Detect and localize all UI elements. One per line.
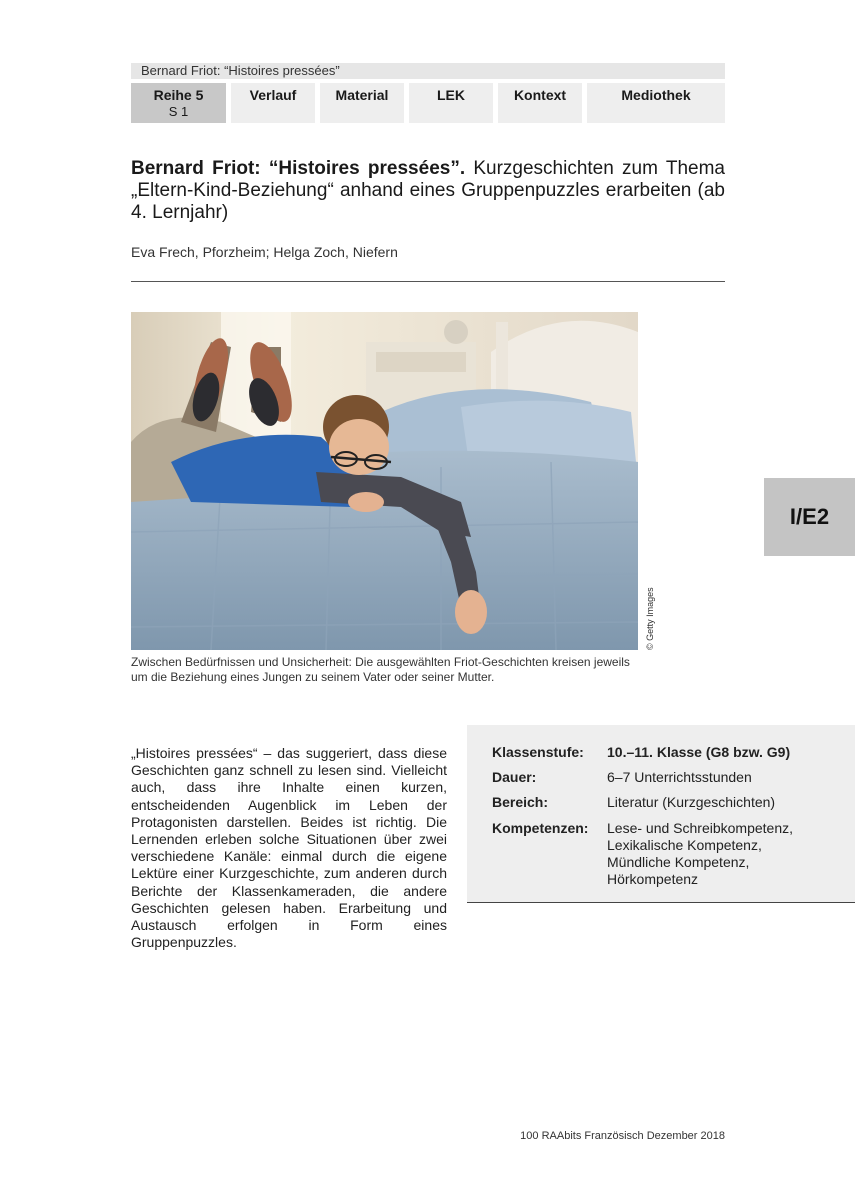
- article-title-rest: Kurzgeschichten zum Thema „Eltern-Kind-Beziehung“ anhand eines Gruppenpuzzles erarbeiten (ab 4. Lernjahr): [131, 158, 725, 223]
- running-title: Bernard Friot: “Histoires pressées”: [141, 63, 340, 78]
- tab-verlauf[interactable]: [231, 83, 315, 123]
- divider: [131, 281, 725, 282]
- section-marker: [764, 478, 855, 556]
- kompetenz-item: Hörkompetenz: [607, 871, 699, 887]
- tab-reihe[interactable]: [131, 83, 226, 123]
- tab-material[interactable]: [320, 83, 404, 123]
- kompetenzen-value: [607, 820, 847, 888]
- tab-kontext-label: Kontext: [513, 87, 567, 103]
- info-box: [467, 725, 855, 903]
- dauer-label: Dauer:: [492, 769, 537, 785]
- bereich-label: Bereich:: [492, 794, 549, 810]
- kompetenzen-label: Kompetenzen:: [492, 820, 589, 836]
- tab-kontext[interactable]: [498, 83, 582, 123]
- bereich-value: Literatur (Kurzgeschichten): [607, 794, 776, 810]
- tab-mediothek[interactable]: [587, 83, 725, 123]
- tab-lek-label: LEK: [437, 87, 465, 103]
- authors: Eva Frech, Pforzheim; Helga Zoch, Niefern: [131, 244, 398, 260]
- kompetenz-item: Lexikalische Kompetenz,: [607, 837, 762, 853]
- intro-paragraph: „Histoires pressées“ – das suggeriert, dass diese Geschichten ganz schnell zu lesen sind. Vielleicht auch, dass ihre Inhalte einen kurzen, entscheidenden Augenblick im Leben der Protagonisten darstellen. Beides ist richtig. Die Lernenden erleben solche Situationen über zwei verschiedene Kanäle: einmal durch die eigene Lektüre einer Kurzgeschichte, zum anderen durch Berichte der Klassenkameraden, die andere Geschichten gelesen haben. Erarbeitung und Austausch erfolgen in Form eines Gruppenpuzzles.: [131, 745, 447, 951]
- article-title-bold: Bernard Friot: “Histoires pressées”.: [131, 158, 466, 179]
- tab-verlauf-label: Verlauf: [249, 87, 297, 103]
- running-header: [131, 63, 725, 79]
- photo-caption: Zwischen Bedürfnissen und Unsicherheit: Die ausgewählten Friot-Geschichten kreisen jeweils um die Beziehung eines Jungen zu seinem Vater oder seiner Mutter.: [131, 655, 630, 684]
- tab-reihe-label: Reihe 5: [153, 87, 204, 103]
- tab-mediothek-label: Mediothek: [621, 87, 691, 103]
- section-marker-label: I/E2: [789, 504, 830, 529]
- tab-material-label: Material: [335, 87, 389, 103]
- page-footer: 100 RAAbits Französisch Dezember 2018: [520, 1130, 725, 1142]
- kompetenz-item: Mündliche Kompetenz,: [607, 854, 750, 870]
- photo-copyright: © Getty Images: [645, 587, 655, 650]
- klassenstufe-value: 10.–11. Klasse (G8 bzw. G9): [607, 744, 791, 760]
- article-title: [131, 158, 725, 224]
- boy-on-bed-photo: [131, 312, 638, 650]
- tab-reihe-sub: S 1: [168, 104, 189, 119]
- tab-lek[interactable]: [409, 83, 493, 123]
- klassenstufe-label: Klassenstufe:: [492, 744, 584, 760]
- dauer-value: 6–7 Unterrichtsstunden: [607, 769, 752, 785]
- kompetenz-item: Lese- und Schreibkompetenz,: [607, 820, 793, 836]
